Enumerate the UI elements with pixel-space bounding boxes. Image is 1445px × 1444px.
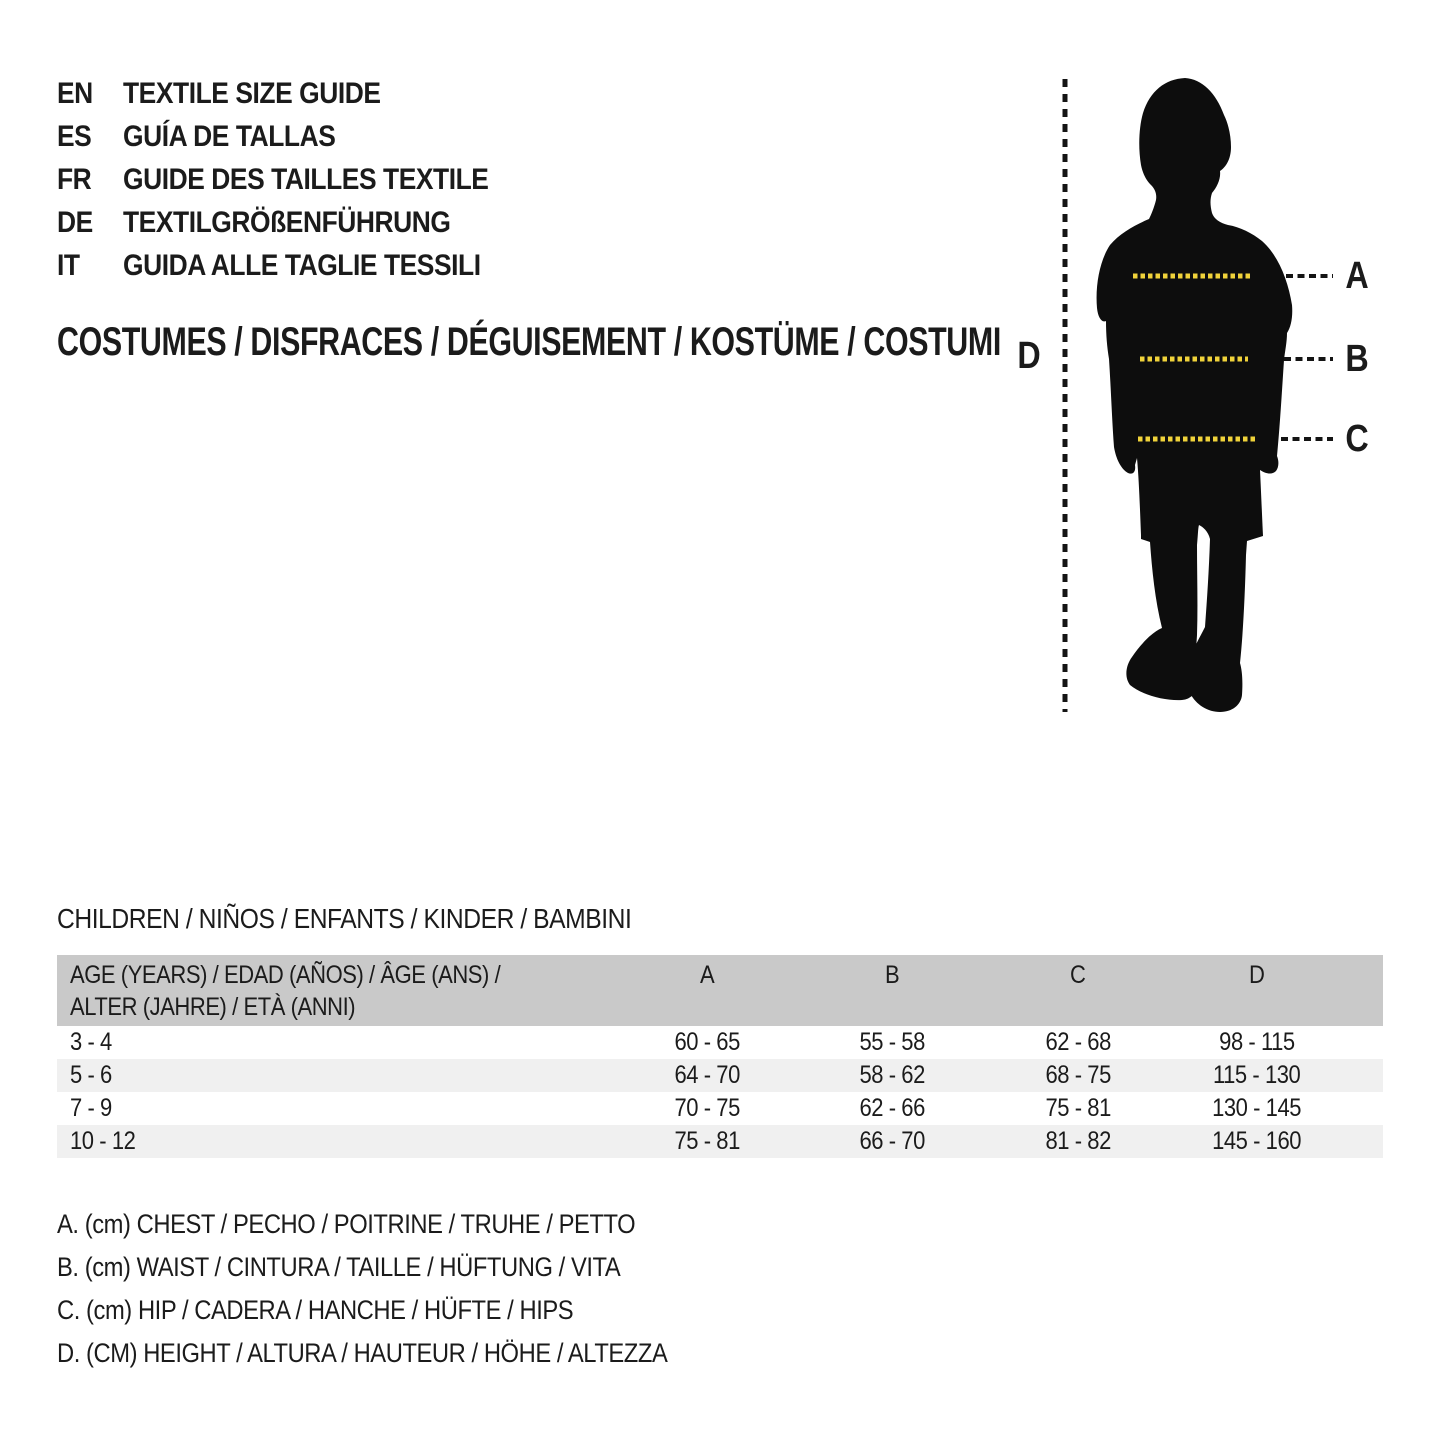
waist-range: 62 - 66 xyxy=(859,1094,926,1122)
table-row xyxy=(57,1059,1383,1092)
legend-waist: B. (cm) WAIST / CINTURA / TAILLE / HÜFTUNG / VITA xyxy=(57,1252,621,1282)
table-row xyxy=(57,1026,1383,1059)
chest-label-a: A xyxy=(1345,255,1369,297)
column-header-c: C xyxy=(1070,961,1086,989)
guide-title-de: TEXTILGRÖßENFÜHRUNG xyxy=(123,205,451,239)
language-code: DE xyxy=(57,205,93,239)
chest-range: 70 - 75 xyxy=(674,1094,740,1122)
height-label-d: D xyxy=(1017,335,1041,377)
column-header-b: B xyxy=(885,961,900,989)
language-code: EN xyxy=(57,76,93,110)
guide-title-en: TEXTILE SIZE GUIDE xyxy=(123,76,381,110)
language-code: ES xyxy=(57,119,92,153)
language-row-it xyxy=(57,244,538,287)
guide-title-it: GUIDA ALLE TAGLIE TESSILI xyxy=(123,248,481,282)
legend-height: D. (CM) HEIGHT / ALTURA / HAUTEUR / HÖHE / ALTEZZA xyxy=(57,1338,668,1368)
language-row-de xyxy=(57,201,538,244)
hip-range: 75 - 81 xyxy=(1045,1094,1111,1122)
height-range: 130 - 145 xyxy=(1212,1094,1302,1122)
table-header-row xyxy=(57,955,1383,1026)
children-section-title: CHILDREN / NIÑOS / ENFANTS / KINDER / BAMBINI xyxy=(57,903,632,934)
measurement-figure xyxy=(1000,75,1380,715)
hip-range: 81 - 82 xyxy=(1045,1127,1111,1155)
measurement-legend xyxy=(57,1203,751,1375)
guide-title-es: GUÍA DE TALLAS xyxy=(123,119,336,153)
language-row-fr xyxy=(57,158,538,201)
table-row xyxy=(57,1125,1383,1158)
child-silhouette-diagram xyxy=(1000,75,1380,715)
waist-range: 55 - 58 xyxy=(859,1028,926,1056)
hip-label-c: C xyxy=(1345,418,1369,460)
language-code: IT xyxy=(57,248,80,282)
age-range: 5 - 6 xyxy=(70,1061,112,1089)
language-row-en xyxy=(57,72,538,115)
height-range: 115 - 130 xyxy=(1213,1061,1301,1089)
height-range: 98 - 115 xyxy=(1219,1028,1295,1056)
child-silhouette xyxy=(1097,78,1293,712)
language-code: FR xyxy=(57,162,92,196)
waist-range: 58 - 62 xyxy=(859,1061,926,1089)
age-range: 7 - 9 xyxy=(70,1094,112,1122)
hip-range: 68 - 75 xyxy=(1045,1061,1111,1089)
column-header-d: D xyxy=(1249,961,1265,989)
waist-range: 66 - 70 xyxy=(859,1127,926,1155)
chest-range: 64 - 70 xyxy=(674,1061,740,1089)
chest-range: 60 - 65 xyxy=(674,1028,740,1056)
language-title-list xyxy=(57,72,538,287)
size-table xyxy=(57,955,1383,1158)
language-row-es xyxy=(57,115,538,158)
age-range: 10 - 12 xyxy=(70,1127,136,1155)
table-row xyxy=(57,1092,1383,1125)
chest-range: 75 - 81 xyxy=(674,1127,740,1155)
hip-range: 62 - 68 xyxy=(1045,1028,1111,1056)
guide-title-fr: GUIDE DES TAILLES TEXTILE xyxy=(123,162,489,196)
legend-chest: A. (cm) CHEST / PECHO / POITRINE / TRUHE / PETTO xyxy=(57,1209,636,1239)
legend-hip: C. (cm) HIP / CADERA / HANCHE / HÜFTE / HIPS xyxy=(57,1295,574,1325)
category-title: COSTUMES / DISFRACES / DÉGUISEMENT / KOSTÜME / COSTUMI xyxy=(57,320,1001,364)
column-header-a: A xyxy=(699,961,714,989)
age-range: 3 - 4 xyxy=(70,1028,112,1056)
height-range: 145 - 160 xyxy=(1212,1127,1302,1155)
waist-label-b: B xyxy=(1345,338,1369,380)
age-column-header: AGE (YEARS) / EDAD (AÑOS) / ÂGE (ANS) / ALTER (JAHRE) / ETÀ (ANNI) xyxy=(70,961,501,1021)
